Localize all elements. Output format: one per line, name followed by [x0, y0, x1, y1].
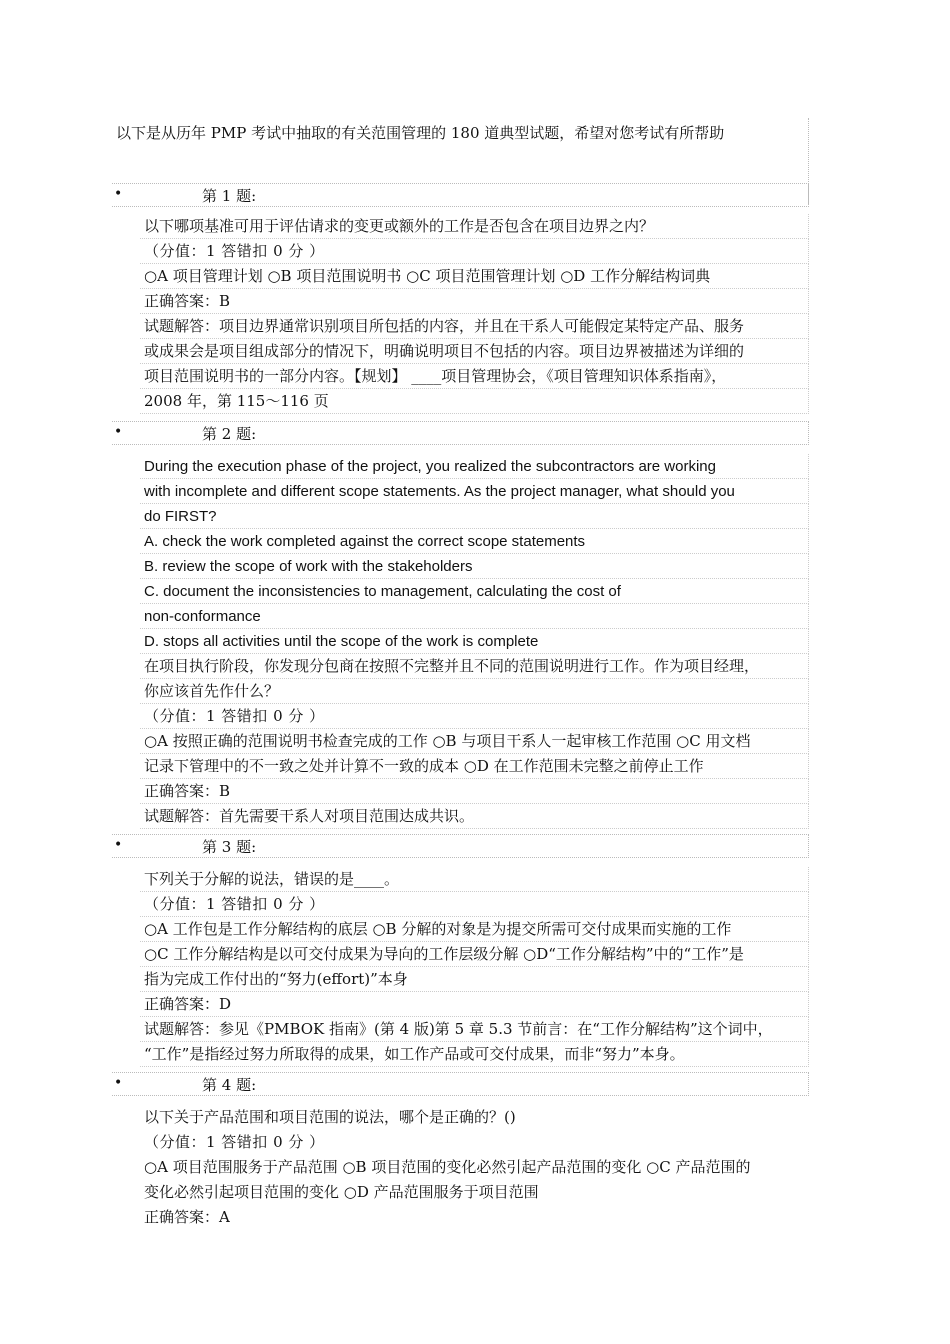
- question-number: 第 1 题:: [202, 187, 257, 205]
- question-2-header: [112, 421, 809, 445]
- answer-options: ○A 项目范围服务于产品范围 ○B 项目范围的变化必然引起产品范围的变化 ○C 产品范围的: [144, 1158, 751, 1176]
- explanation-line: 项目范围说明书的一部分内容。【规划】 ____项目管理协会，《项目管理知识体系指南》，: [140, 364, 809, 389]
- correct-answer: 正确答案：B: [140, 289, 809, 314]
- score-info: （分值：1 答错扣 0 分 ）: [140, 239, 809, 264]
- intro-text: 以下是从历年 PMP 考试中抽取的有关范围管理的 180 道典型试题，希望对您考试有所帮助: [112, 118, 809, 204]
- question-text: 你应该首先作什么？: [140, 679, 809, 704]
- question-text-en: with incomplete and different scope statements. As the project manager, what should you: [140, 479, 809, 504]
- question-3-header: [112, 834, 809, 858]
- explanation-line: 或成果会是项目组成部分的情况下，明确说明项目不包括的内容。项目边界被描述为详细的: [140, 339, 809, 364]
- question-number: 第 4 题:: [202, 1076, 257, 1094]
- option-b-en: B. review the scope of work with the stakeholders: [140, 554, 809, 579]
- question-text: 以下关于产品范围和项目范围的说法，哪个是正确的？(): [144, 1108, 516, 1126]
- question-2-body: [140, 454, 809, 829]
- answer-options: 记录下管理中的不一致之处并计算不一致的成本 ○D 在工作范围未完整之前停止工作: [140, 754, 809, 779]
- question-text: 下列关于分解的说法，错误的是____。: [140, 867, 809, 892]
- question-text-en: do FIRST?: [140, 504, 809, 529]
- answer-options: 变化必然引起项目范围的变化 ○D 产品范围服务于项目范围: [144, 1183, 539, 1201]
- bullet-icon: •: [114, 424, 123, 440]
- question-text: 在项目执行阶段，你发现分包商在按照不完整并且不同的范围说明进行工作。作为项目经理，: [140, 654, 809, 679]
- score-info: （分值：1 答错扣 0 分 ）: [140, 704, 809, 729]
- question-text-en: During the execution phase of the project, you realized the subcontractors are working: [140, 454, 809, 479]
- explanation-line: 试题解答：首先需要干系人对项目范围达成共识。: [140, 804, 809, 829]
- answer-options: ○A 工作包是工作分解结构的底层 ○B 分解的对象是为提交所需可交付成果而实施的工作: [140, 917, 809, 942]
- bullet-icon: •: [114, 837, 123, 853]
- answer-options: ○A 按照正确的范围说明书检查完成的工作 ○B 与项目干系人一起审核工作范围 ○C 用文档: [140, 729, 809, 754]
- explanation-line: 试题解答：项目边界通常识别项目所包括的内容，并且在干系人可能假定某特定产品、服务: [140, 314, 809, 339]
- explanation-line: 2008 年，第 115～116 页: [140, 389, 809, 414]
- question-1-header: [112, 183, 809, 207]
- correct-answer: 正确答案：D: [140, 992, 809, 1017]
- explanation-line: “工作”是指经过努力所取得的成果，如工作产品或可交付成果，而非“努力”本身。: [140, 1042, 809, 1067]
- option-d-en: D. stops all activities until the scope of the work is complete: [140, 629, 809, 654]
- question-number: 第 2 题:: [202, 425, 257, 443]
- question-number: 第 3 题:: [202, 838, 257, 856]
- question-text: 以下哪项基准可用于评估请求的变更或额外的工作是否包含在项目边界之内？: [140, 214, 809, 239]
- question-1-body: [140, 214, 809, 414]
- question-4-header: [112, 1072, 809, 1096]
- option-a-en: A. check the work completed against the correct scope statements: [140, 529, 809, 554]
- answer-options: ○C 工作分解结构是以可交付成果为导向的工作层级分解 ○D“工作分解结构”中的“工作”是: [140, 942, 809, 967]
- question-4-body: [140, 1105, 809, 1230]
- answer-options: 指为完成工作付出的“努力(effort)”本身: [140, 967, 809, 992]
- answer-options: ○A 项目管理计划 ○B 项目范围说明书 ○C 项目范围管理计划 ○D 工作分解结构词典: [140, 264, 809, 289]
- score-info: （分值：1 答错扣 0 分 ）: [140, 892, 809, 917]
- bullet-icon: •: [114, 186, 123, 202]
- explanation-line: 试题解答：参见《PMBOK 指南》(第 4 版)第 5 章 5.3 节前言：在“工作分解结构”这个词中，: [140, 1017, 809, 1042]
- bullet-icon: •: [114, 1075, 123, 1091]
- question-3-body: [140, 867, 809, 1067]
- correct-answer: 正确答案：B: [140, 779, 809, 804]
- correct-answer: 正确答案：A: [144, 1208, 230, 1226]
- score-info: （分值：1 答错扣 0 分 ）: [144, 1133, 325, 1151]
- option-c-en: non-conformance: [140, 604, 809, 629]
- option-c-en: C. document the inconsistencies to management, calculating the cost of: [140, 579, 809, 604]
